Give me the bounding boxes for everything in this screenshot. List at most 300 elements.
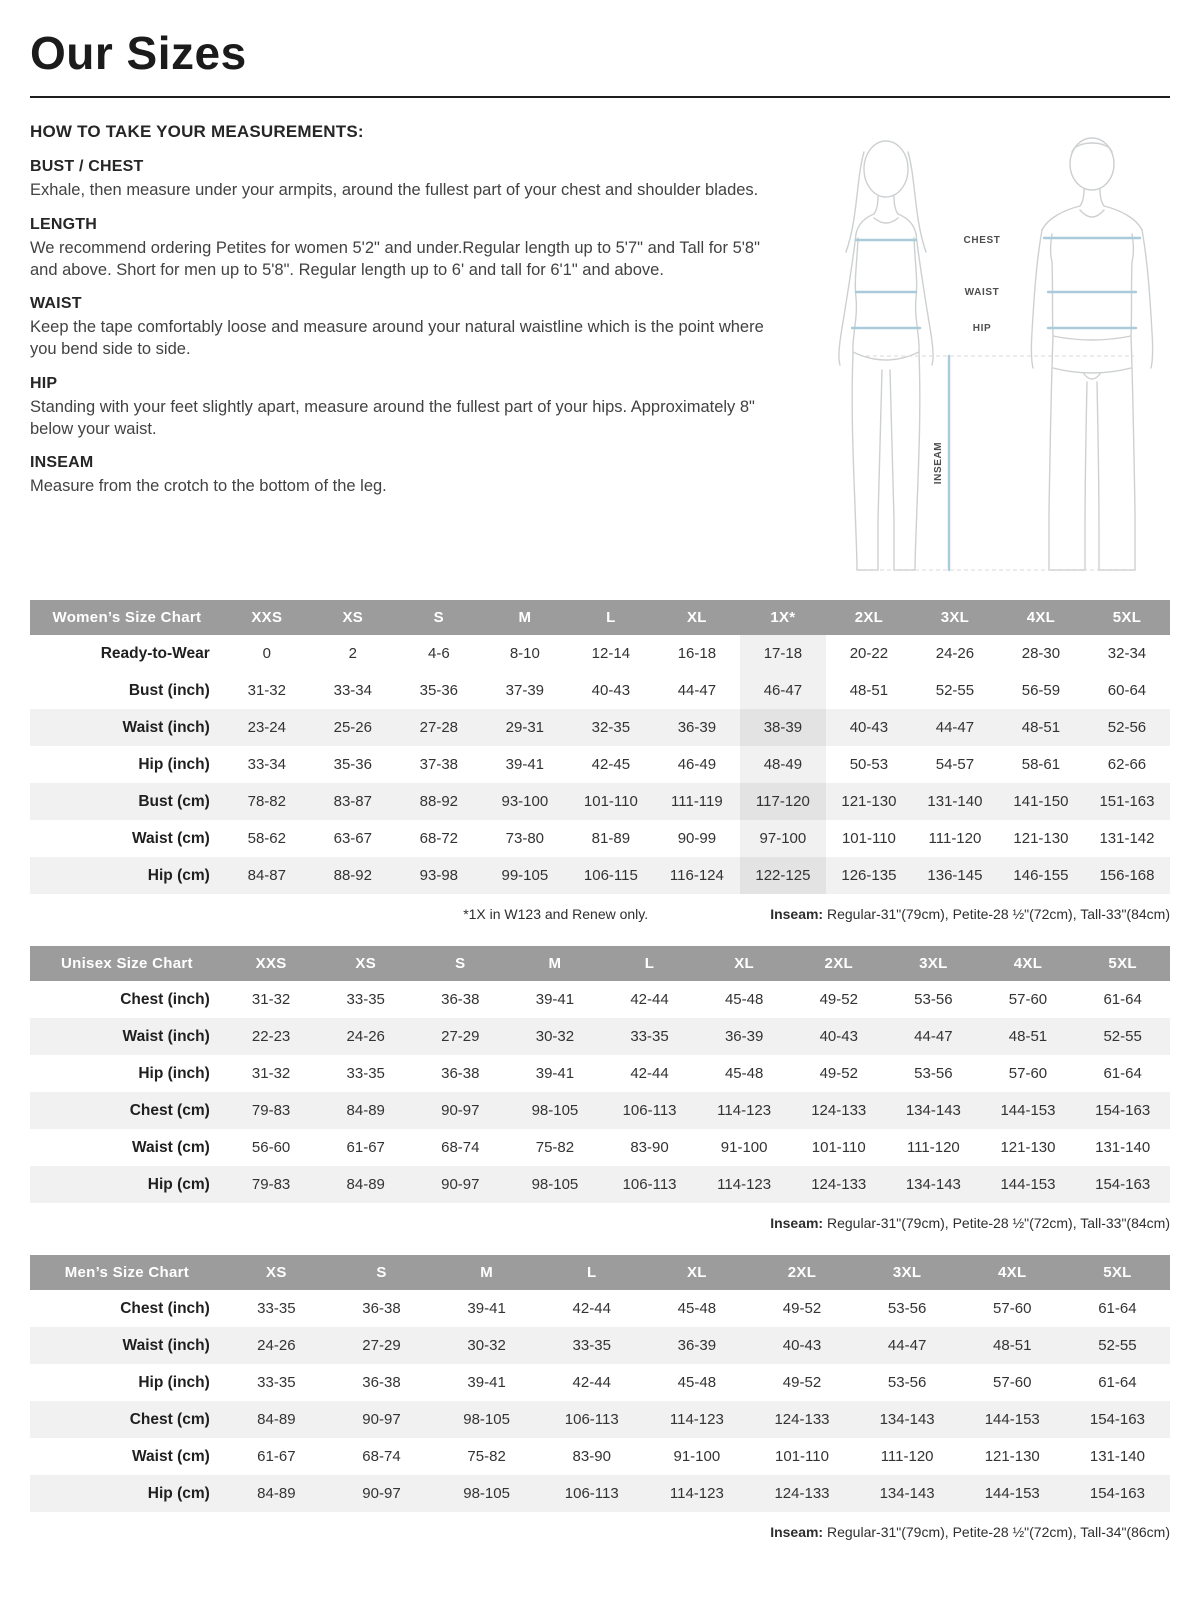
size-value-cell: 28-30 xyxy=(1021,645,1061,662)
size-value-cell: 68-72 xyxy=(419,830,459,847)
size-value-cell: 154-163 xyxy=(1095,1102,1151,1119)
size-value-cell: 101-110 xyxy=(583,793,638,810)
size-value-cell: 83-90 xyxy=(572,1448,611,1465)
waist-label: WAIST xyxy=(964,287,1000,298)
instruction-waist xyxy=(30,295,778,361)
table-title: Women’s Size Chart xyxy=(30,600,224,635)
body-figures-illustration xyxy=(794,122,1174,582)
size-value-cell: 49-52 xyxy=(819,1065,858,1082)
size-value-cell: 111-119 xyxy=(671,793,723,810)
size-value-cell: 31-32 xyxy=(247,682,286,699)
column-header: M xyxy=(508,946,603,981)
row-label: Chest (inch) xyxy=(120,990,210,1008)
size-value-cell: 93-98 xyxy=(419,867,459,884)
size-value-cell: 30-32 xyxy=(535,1028,575,1045)
size-value-cell: 24-26 xyxy=(346,1028,385,1045)
size-value-cell: 141-150 xyxy=(1013,793,1069,810)
size-value-cell: 37-39 xyxy=(505,682,545,699)
table-row xyxy=(30,1438,1170,1475)
column-header: 2XL xyxy=(749,1255,854,1290)
size-value-cell: 16-18 xyxy=(677,645,717,662)
table-row xyxy=(30,1129,1170,1166)
size-value-cell: 98-105 xyxy=(531,1102,579,1119)
size-value-cell: 36-38 xyxy=(441,1065,480,1082)
size-value-cell: 68-74 xyxy=(362,1448,401,1465)
size-value-cell: 36-38 xyxy=(362,1374,401,1391)
size-value-cell: 134-143 xyxy=(879,1411,935,1428)
column-header: L xyxy=(539,1255,644,1290)
column-header: 3XL xyxy=(886,946,981,981)
table-row xyxy=(30,1166,1170,1203)
column-header: 4XL xyxy=(981,946,1076,981)
size-value-cell: 42-44 xyxy=(572,1374,611,1391)
size-value-cell: 134-143 xyxy=(905,1176,961,1193)
size-value-cell: 97-100 xyxy=(740,820,826,857)
size-value-cell: 84-89 xyxy=(257,1411,296,1428)
column-header: M xyxy=(482,600,568,635)
size-value-cell: 33-35 xyxy=(346,1065,385,1082)
section-body: Keep the tape comfortably loose and measure around your natural waistline which is the point where you bend side to side. xyxy=(30,318,764,359)
row-label: Chest (cm) xyxy=(129,1410,210,1428)
chest-label: CHEST xyxy=(963,235,1001,246)
section-title: INSEAM xyxy=(30,454,94,472)
size-value-cell: 63-67 xyxy=(333,830,372,847)
size-value-cell: 29-31 xyxy=(505,719,545,736)
size-value-cell: 57-60 xyxy=(993,1300,1032,1317)
column-header: 1X* xyxy=(740,600,826,635)
size-value-cell: 144-153 xyxy=(984,1411,1040,1428)
size-value-cell: 131-142 xyxy=(1099,830,1155,847)
size-value-cell: 33-35 xyxy=(572,1337,611,1354)
size-value-cell: 33-34 xyxy=(333,682,372,699)
size-value-cell: 144-153 xyxy=(1000,1176,1056,1193)
size-value-cell: 52-55 xyxy=(935,682,975,699)
size-value-cell: 32-35 xyxy=(591,719,631,736)
size-value-cell: 49-52 xyxy=(782,1374,822,1391)
size-value-cell: 156-168 xyxy=(1099,867,1155,884)
size-value-cell: 83-87 xyxy=(333,793,372,810)
size-value-cell: 33-35 xyxy=(257,1300,296,1317)
section-body: Measure from the crotch to the bottom of the leg. xyxy=(30,477,387,496)
womens-size-table xyxy=(30,600,1170,894)
column-header: M xyxy=(434,1255,539,1290)
size-value-cell: 73-80 xyxy=(505,830,545,847)
table-row xyxy=(30,1475,1170,1512)
size-value-cell: 61-64 xyxy=(1103,1065,1142,1082)
size-value-cell: 93-100 xyxy=(501,793,549,810)
row-label: Chest (cm) xyxy=(129,1101,210,1119)
column-header: XS xyxy=(318,946,413,981)
size-value-cell: 27-29 xyxy=(362,1337,401,1354)
size-value-cell: 56-60 xyxy=(251,1139,291,1156)
size-value-cell: 53-56 xyxy=(914,991,953,1008)
table-row xyxy=(30,1364,1170,1401)
inseam-note-label: Inseam: xyxy=(770,906,824,922)
size-value-cell: 106-113 xyxy=(622,1102,677,1119)
size-value-cell: 58-62 xyxy=(247,830,286,847)
size-value-cell: 36-39 xyxy=(724,1028,764,1045)
instruction-bust-chest xyxy=(30,158,778,202)
measurement-instructions xyxy=(30,122,778,582)
size-value-cell: 90-99 xyxy=(677,830,717,847)
column-header: XL xyxy=(697,946,792,981)
size-value-cell: 42-45 xyxy=(591,756,631,773)
size-value-cell: 126-135 xyxy=(841,867,897,884)
row-label: Hip (cm) xyxy=(147,1484,210,1502)
size-value-cell: 27-28 xyxy=(419,719,459,736)
size-value-cell: 114-123 xyxy=(717,1176,772,1193)
size-value-cell: 45-48 xyxy=(677,1300,717,1317)
section-body: We recommend ordering Petites for women 5'2" and under.Regular length up to 5'7" and Tall for 5'8" and above. Short for men up to 5'8". Regular length up to 6' and tall for 6'1" and above. xyxy=(30,238,760,279)
size-value-cell: 39-41 xyxy=(505,756,545,773)
table-row xyxy=(30,1401,1170,1438)
inseam-label: INSEAM xyxy=(933,441,944,485)
size-value-cell: 38-39 xyxy=(740,709,826,746)
inseam-note-label: Inseam: xyxy=(770,1215,824,1231)
size-value-cell: 106-113 xyxy=(564,1411,619,1428)
table-title: Unisex Size Chart xyxy=(30,946,224,981)
size-value-cell: 88-92 xyxy=(419,793,459,810)
size-value-cell: 33-35 xyxy=(257,1374,296,1391)
table-row xyxy=(30,1290,1170,1327)
size-value-cell: 154-163 xyxy=(1089,1411,1145,1428)
row-label: Hip (inch) xyxy=(138,755,210,773)
size-value-cell: 45-48 xyxy=(724,1065,764,1082)
size-value-cell: 122-125 xyxy=(740,857,826,894)
table-row xyxy=(30,1018,1170,1055)
size-value-cell: 61-67 xyxy=(257,1448,296,1465)
size-value-cell: 90-97 xyxy=(441,1176,480,1193)
table-row xyxy=(30,783,1170,820)
row-label: Hip (inch) xyxy=(138,1373,210,1391)
column-header: S xyxy=(396,600,482,635)
size-value-cell: 50-53 xyxy=(849,756,889,773)
size-value-cell: 24-26 xyxy=(935,645,975,662)
column-header: 5XL xyxy=(1065,1255,1170,1290)
size-value-cell: 44-47 xyxy=(935,719,975,736)
mens-size-table xyxy=(30,1255,1170,1512)
size-value-cell: 40-43 xyxy=(849,719,889,736)
column-header: 2XL xyxy=(826,600,912,635)
table-row xyxy=(30,1055,1170,1092)
size-value-cell: 84-89 xyxy=(346,1102,385,1119)
size-value-cell: 79-83 xyxy=(251,1176,291,1193)
man-figure-icon xyxy=(1031,138,1152,570)
size-value-cell: 121-130 xyxy=(984,1448,1040,1465)
size-value-cell: 144-153 xyxy=(1000,1102,1056,1119)
size-value-cell: 99-105 xyxy=(501,867,549,884)
size-value-cell: 31-32 xyxy=(251,1065,291,1082)
size-value-cell: 111-120 xyxy=(928,830,982,847)
size-value-cell: 45-48 xyxy=(724,991,764,1008)
size-value-cell: 36-39 xyxy=(677,719,717,736)
page-title: Our Sizes xyxy=(30,27,247,79)
row-label: Bust (cm) xyxy=(138,792,210,810)
size-value-cell: 68-74 xyxy=(441,1139,480,1156)
inseam-note: Inseam: Regular-31"(79cm), Petite-28 ½"(72cm), Tall-33"(84cm) xyxy=(770,1215,1170,1231)
size-value-cell: 4-6 xyxy=(427,645,450,662)
size-value-cell: 53-56 xyxy=(887,1374,927,1391)
size-value-cell: 30-32 xyxy=(467,1337,506,1354)
size-value-cell: 91-100 xyxy=(720,1139,768,1156)
size-value-cell: 12-14 xyxy=(591,645,631,662)
intro-section xyxy=(30,122,1170,582)
size-value-cell: 114-123 xyxy=(669,1485,724,1502)
size-value-cell: 36-38 xyxy=(441,991,480,1008)
section-body: Standing with your feet slightly apart, measure around the fullest part of your hips. Approximately 8" below your waist. xyxy=(30,397,755,438)
size-value-cell: 32-34 xyxy=(1107,645,1147,662)
size-value-cell: 39-41 xyxy=(535,991,575,1008)
inseam-note-label: Inseam: xyxy=(770,1524,824,1540)
size-value-cell: 75-82 xyxy=(467,1448,506,1465)
size-value-cell: 0 xyxy=(262,645,271,662)
column-header: XXS xyxy=(224,600,310,635)
column-header: XXS xyxy=(224,946,319,981)
size-value-cell: 121-130 xyxy=(841,793,897,810)
size-value-cell: 40-43 xyxy=(591,682,631,699)
size-value-cell: 35-36 xyxy=(333,756,372,773)
row-label: Bust (inch) xyxy=(128,681,210,699)
instruction-inseam xyxy=(30,454,778,498)
row-label: Hip (inch) xyxy=(138,1064,210,1082)
inseam-note: Inseam: Regular-31"(79cm), Petite-28 ½"(72cm), Tall-33"(84cm) xyxy=(770,906,1170,922)
row-label: Waist (inch) xyxy=(122,1336,210,1354)
size-value-cell: 61-64 xyxy=(1103,991,1142,1008)
size-value-cell: 25-26 xyxy=(333,719,372,736)
column-header: 2XL xyxy=(791,946,886,981)
size-value-cell: 131-140 xyxy=(1089,1448,1145,1465)
size-value-cell: 121-130 xyxy=(1013,830,1069,847)
size-value-cell: 61-64 xyxy=(1098,1374,1137,1391)
size-value-cell: 33-35 xyxy=(630,1028,669,1045)
table-row xyxy=(30,672,1170,709)
size-value-cell: 124-133 xyxy=(811,1176,867,1193)
size-value-cell: 39-41 xyxy=(535,1065,575,1082)
size-value-cell: 114-123 xyxy=(669,1411,724,1428)
size-value-cell: 39-41 xyxy=(467,1300,506,1317)
size-value-cell: 131-140 xyxy=(1095,1139,1151,1156)
size-value-cell: 81-89 xyxy=(591,830,631,847)
size-value-cell: 37-38 xyxy=(419,756,459,773)
row-label: Hip (cm) xyxy=(147,1175,210,1193)
size-value-cell: 131-140 xyxy=(927,793,983,810)
section-title: WAIST xyxy=(30,295,82,313)
size-value-cell: 111-120 xyxy=(880,1448,934,1465)
size-value-cell: 106-113 xyxy=(622,1176,677,1193)
size-value-cell: 84-89 xyxy=(346,1176,385,1193)
asterisk-note: *1X in W123 and Renew only. xyxy=(463,906,649,922)
size-value-cell: 54-57 xyxy=(935,756,975,773)
size-value-cell: 144-153 xyxy=(984,1485,1040,1502)
size-value-cell: 20-22 xyxy=(849,645,889,662)
column-header: 4XL xyxy=(960,1255,1065,1290)
table-row xyxy=(30,820,1170,857)
table-row xyxy=(30,857,1170,894)
size-value-cell: 33-35 xyxy=(346,991,385,1008)
size-value-cell: 35-36 xyxy=(419,682,459,699)
table-title: Men’s Size Chart xyxy=(30,1255,224,1290)
column-header: 3XL xyxy=(855,1255,960,1290)
size-value-cell: 27-29 xyxy=(441,1028,480,1045)
size-value-cell: 90-97 xyxy=(362,1411,401,1428)
size-value-cell: 83-90 xyxy=(630,1139,669,1156)
size-value-cell: 134-143 xyxy=(905,1102,961,1119)
size-value-cell: 42-44 xyxy=(630,991,669,1008)
unisex-size-table xyxy=(30,946,1170,1203)
size-value-cell: 106-115 xyxy=(583,867,638,884)
size-value-cell: 84-87 xyxy=(247,867,286,884)
size-value-cell: 56-59 xyxy=(1021,682,1061,699)
size-value-cell: 98-105 xyxy=(463,1485,510,1502)
size-value-cell: 49-52 xyxy=(782,1300,822,1317)
size-value-cell: 91-100 xyxy=(673,1448,721,1465)
size-value-cell: 49-52 xyxy=(819,991,858,1008)
row-label: Chest (inch) xyxy=(120,1299,210,1317)
size-value-cell: 90-97 xyxy=(441,1102,480,1119)
size-value-cell: 88-92 xyxy=(333,867,372,884)
size-value-cell: 17-18 xyxy=(740,635,826,672)
size-value-cell: 61-67 xyxy=(346,1139,385,1156)
size-value-cell: 154-163 xyxy=(1095,1176,1151,1193)
size-value-cell: 61-64 xyxy=(1098,1300,1137,1317)
column-header: XS xyxy=(310,600,396,635)
size-value-cell: 151-163 xyxy=(1099,793,1155,810)
size-value-cell: 36-39 xyxy=(677,1337,717,1354)
row-label: Waist (cm) xyxy=(132,829,210,847)
title-divider xyxy=(30,96,1170,98)
size-value-cell: 46-49 xyxy=(677,756,717,773)
row-label: Waist (inch) xyxy=(122,1027,210,1045)
size-value-cell: 154-163 xyxy=(1089,1485,1145,1502)
size-value-cell: 84-89 xyxy=(257,1485,296,1502)
table-row xyxy=(30,1327,1170,1364)
table-row xyxy=(30,709,1170,746)
size-value-cell: 106-113 xyxy=(564,1485,619,1502)
size-value-cell: 45-48 xyxy=(677,1374,717,1391)
size-value-cell: 124-133 xyxy=(774,1485,830,1502)
size-charts xyxy=(30,600,1170,1540)
size-value-cell: 8-10 xyxy=(509,645,540,662)
row-label: Ready-to-Wear xyxy=(100,644,210,662)
size-value-cell: 136-145 xyxy=(927,867,983,884)
instruction-length xyxy=(30,216,778,282)
size-value-cell: 146-155 xyxy=(1013,867,1069,884)
row-label: Waist (cm) xyxy=(132,1447,210,1465)
size-value-cell: 52-55 xyxy=(1098,1337,1137,1354)
column-header: L xyxy=(568,600,654,635)
row-label: Waist (cm) xyxy=(132,1138,210,1156)
column-header: XL xyxy=(644,1255,749,1290)
size-value-cell: 78-82 xyxy=(247,793,286,810)
size-value-cell: 101-110 xyxy=(841,830,896,847)
size-value-cell: 24-26 xyxy=(257,1337,296,1354)
size-value-cell: 57-60 xyxy=(993,1374,1032,1391)
section-body: Exhale, then measure under your armpits, around the fullest part of your chest and shoulder blades. xyxy=(30,181,759,199)
column-header: XL xyxy=(654,600,740,635)
column-header: S xyxy=(329,1255,434,1290)
size-value-cell: 75-82 xyxy=(535,1139,575,1156)
mens-size-chart xyxy=(30,1255,1170,1540)
size-value-cell: 121-130 xyxy=(1000,1139,1056,1156)
size-value-cell: 33-34 xyxy=(247,756,286,773)
table-row xyxy=(30,981,1170,1018)
column-header: S xyxy=(413,946,508,981)
table-header-row xyxy=(30,946,1170,981)
row-label: Waist (inch) xyxy=(122,718,210,736)
size-value-cell: 90-97 xyxy=(362,1485,401,1502)
hip-label: HIP xyxy=(972,323,992,334)
size-value-cell: 48-51 xyxy=(993,1337,1032,1354)
size-value-cell: 23-24 xyxy=(247,719,286,736)
size-value-cell: 40-43 xyxy=(819,1028,858,1045)
size-value-cell: 44-47 xyxy=(914,1028,953,1045)
size-value-cell: 53-56 xyxy=(887,1300,927,1317)
column-header: 5XL xyxy=(1075,946,1170,981)
size-value-cell: 134-143 xyxy=(879,1485,935,1502)
size-value-cell: 39-41 xyxy=(467,1374,506,1391)
size-value-cell: 48-51 xyxy=(1021,719,1061,736)
section-title: HIP xyxy=(30,374,58,392)
section-title: BUST / CHEST xyxy=(30,158,144,175)
size-value-cell: 57-60 xyxy=(1008,991,1048,1008)
column-header: 4XL xyxy=(998,600,1084,635)
size-value-cell: 98-105 xyxy=(463,1411,510,1428)
instruction-hip xyxy=(30,375,778,441)
size-value-cell: 53-56 xyxy=(914,1065,953,1082)
womens-size-chart xyxy=(30,600,1170,922)
size-value-cell: 116-124 xyxy=(669,867,724,884)
table-row xyxy=(30,635,1170,672)
size-value-cell: 111-120 xyxy=(906,1139,960,1156)
size-value-cell: 58-61 xyxy=(1021,756,1061,773)
size-value-cell: 48-51 xyxy=(1008,1028,1048,1045)
column-header: XS xyxy=(224,1255,329,1290)
table-header-row xyxy=(30,600,1170,635)
size-value-cell: 62-66 xyxy=(1107,756,1147,773)
size-value-cell: 36-38 xyxy=(362,1300,401,1317)
column-header: 5XL xyxy=(1084,600,1170,635)
size-value-cell: 124-133 xyxy=(811,1102,867,1119)
row-label: Hip (cm) xyxy=(147,866,210,884)
size-value-cell: 42-44 xyxy=(630,1065,669,1082)
size-value-cell: 42-44 xyxy=(572,1300,611,1317)
column-header: L xyxy=(602,946,697,981)
size-value-cell: 101-110 xyxy=(775,1448,829,1465)
column-header: 3XL xyxy=(912,600,998,635)
size-value-cell: 98-105 xyxy=(531,1176,579,1193)
size-value-cell: 40-43 xyxy=(782,1337,822,1354)
table-notes xyxy=(30,906,1170,922)
size-value-cell: 101-110 xyxy=(811,1139,866,1156)
table-notes xyxy=(30,1215,1170,1231)
size-value-cell: 79-83 xyxy=(251,1102,291,1119)
size-value-cell: 22-23 xyxy=(251,1028,291,1045)
inseam-guide-lines xyxy=(866,356,1134,570)
size-value-cell: 31-32 xyxy=(251,991,291,1008)
size-value-cell: 48-49 xyxy=(740,746,826,783)
size-value-cell: 117-120 xyxy=(740,783,826,820)
size-value-cell: 46-47 xyxy=(740,672,826,709)
instructions-heading: HOW TO TAKE YOUR MEASUREMENTS: xyxy=(30,122,364,141)
section-title: LENGTH xyxy=(30,215,97,233)
table-header-row xyxy=(30,1255,1170,1290)
size-value-cell: 57-60 xyxy=(1008,1065,1048,1082)
measurement-diagram xyxy=(794,122,1174,582)
table-row xyxy=(30,1092,1170,1129)
table-row xyxy=(30,746,1170,783)
size-value-cell: 52-55 xyxy=(1103,1028,1142,1045)
size-value-cell: 44-47 xyxy=(887,1337,927,1354)
